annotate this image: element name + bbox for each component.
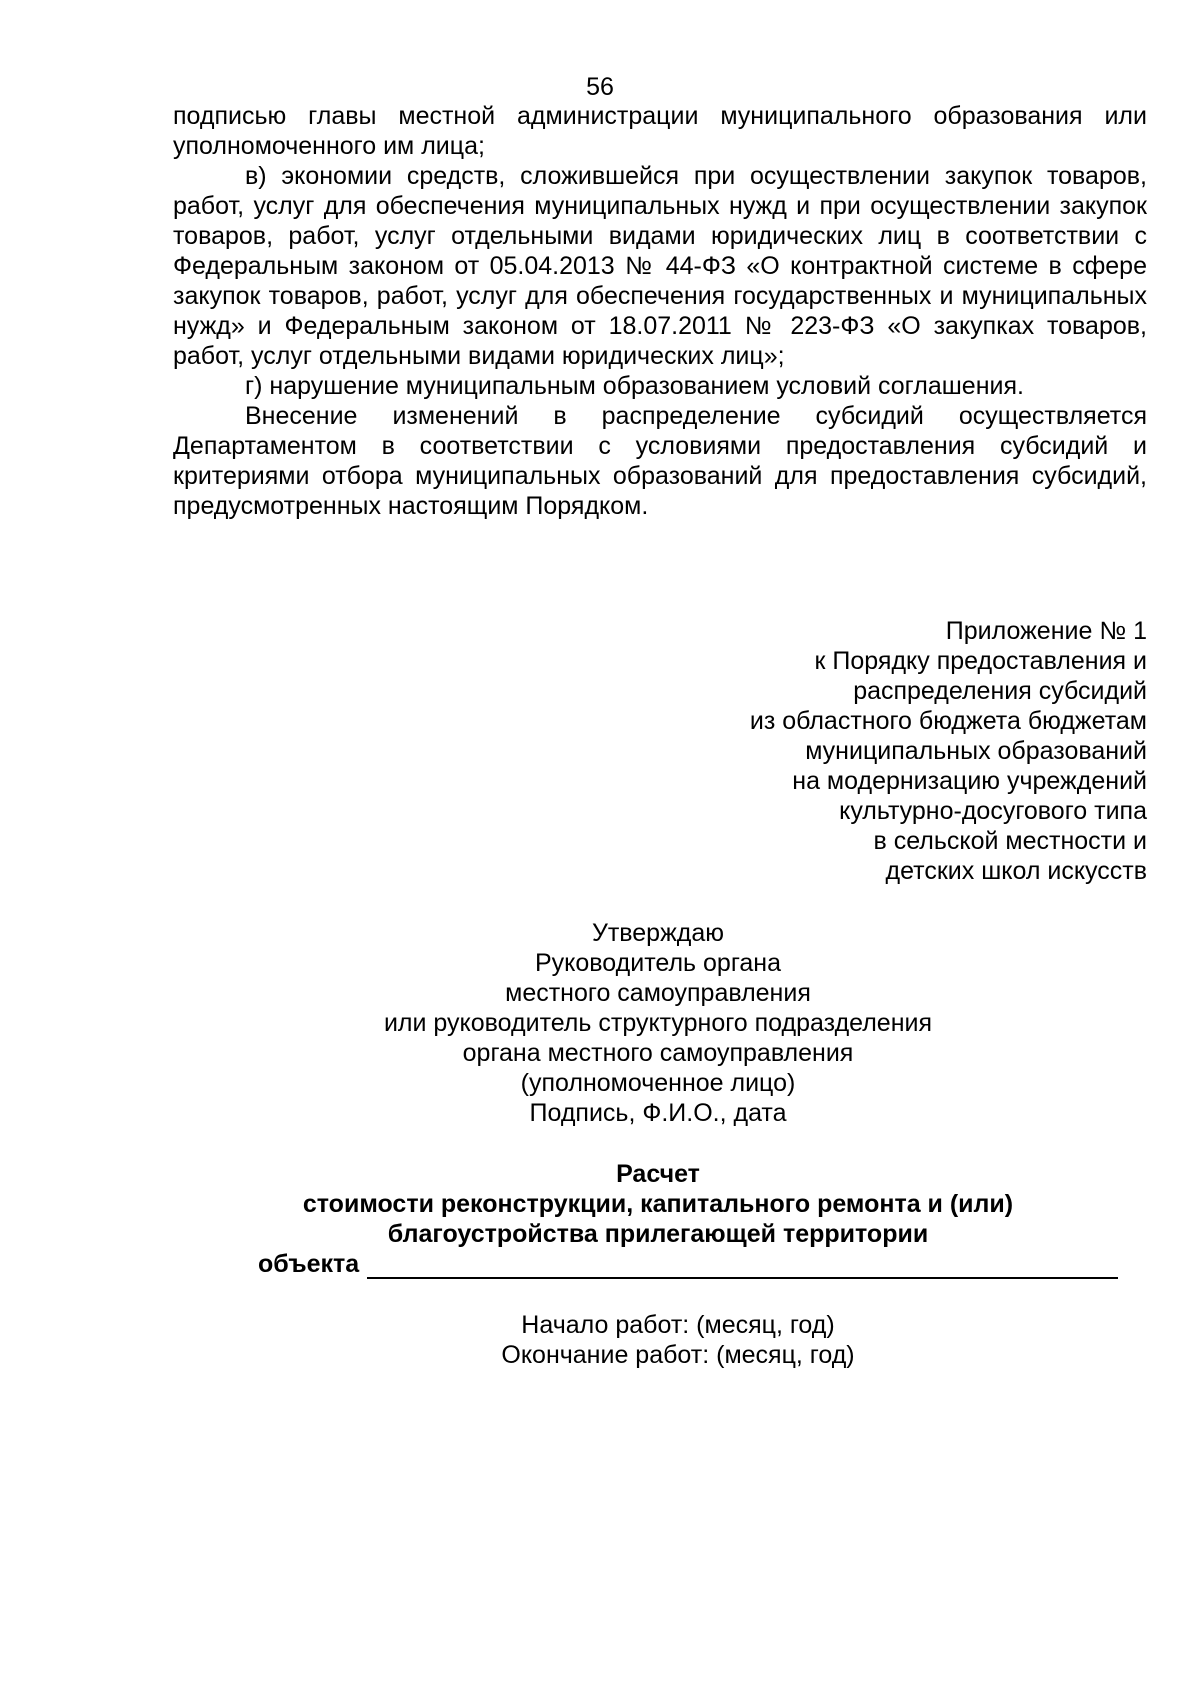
appendix-line: к Порядку предоставления и [814, 647, 1147, 675]
paragraph: в) экономии средств, сложившейся при осуществлении закупок товаров, работ, услуг для обеспечения муниципальных нужд и при осуществлении закупок товаров, работ, услуг отдельными видами юридических лиц в соответствии с Федеральным законом от 05.04.2013 № 44-ФЗ «О контрактной системе в сфере закупок товаров, работ, услуг для обеспечения государственных и муниципальных нужд» и Федеральным законом от 18.07.2011 № 223-ФЗ «О закупках товаров, работ, услуг отдельными видами юридических лиц»; [173, 162, 1147, 370]
object-blank-line [367, 1255, 1118, 1279]
appendix-line: распределения субсидий [853, 677, 1147, 705]
appendix-line: муниципальных образований [805, 737, 1147, 765]
appendix-line: из областного бюджета бюджетам [749, 707, 1147, 735]
body-text [173, 101, 1147, 521]
paragraph: подписью главы местной администрации муниципального образования или уполномоченного им лица; [173, 102, 1147, 160]
approval-line: (уполномоченное лицо) [520, 1069, 796, 1097]
paragraph: г) нарушение муниципальным образованием условий соглашения. [245, 372, 1024, 400]
approval-line: Руководитель органа [535, 949, 781, 977]
appendix-line: на модернизацию учреждений [792, 767, 1147, 795]
approval-line: или руководитель структурного подразделения [383, 1009, 933, 1037]
calculation-title-line: благоустройства прилегающей территории [387, 1220, 929, 1248]
approval-line: местного самоуправления [505, 979, 811, 1007]
calculation-title-line: стоимости реконструкции, капитального ремонта и (или) [302, 1190, 1014, 1218]
appendix-line: культурно-досугового типа [839, 797, 1147, 825]
appendix-reference [587, 616, 1147, 886]
paragraph: Внесение изменений в распределение субсидий осуществляется Департаментом в соответствии с условиями предоставления субсидий и критериями отбора муниципальных образований для предоставления субсидий, предусмотренных настоящим Порядком. [173, 402, 1147, 520]
approval-line: Подпись, Ф.И.О., дата [529, 1099, 787, 1127]
approval-block [0, 918, 1200, 1128]
appendix-line: детских школ искусств [885, 857, 1147, 885]
approval-line: Утверждаю [591, 919, 725, 947]
page-number: 56 [586, 73, 614, 101]
object-field [258, 1249, 1118, 1279]
works-end: Окончание работ: (месяц, год) [501, 1341, 855, 1369]
works-start: Начало работ: (месяц, год) [521, 1311, 835, 1339]
calculation-title [0, 1159, 1200, 1249]
approval-line: органа местного самоуправления [462, 1039, 854, 1067]
appendix-line: в сельской местности и [873, 827, 1147, 855]
calculation-title-line: Расчет [616, 1160, 700, 1188]
object-label: объекта [258, 1250, 360, 1278]
works-period [0, 1310, 1200, 1370]
appendix-line: Приложение № 1 [945, 617, 1147, 645]
